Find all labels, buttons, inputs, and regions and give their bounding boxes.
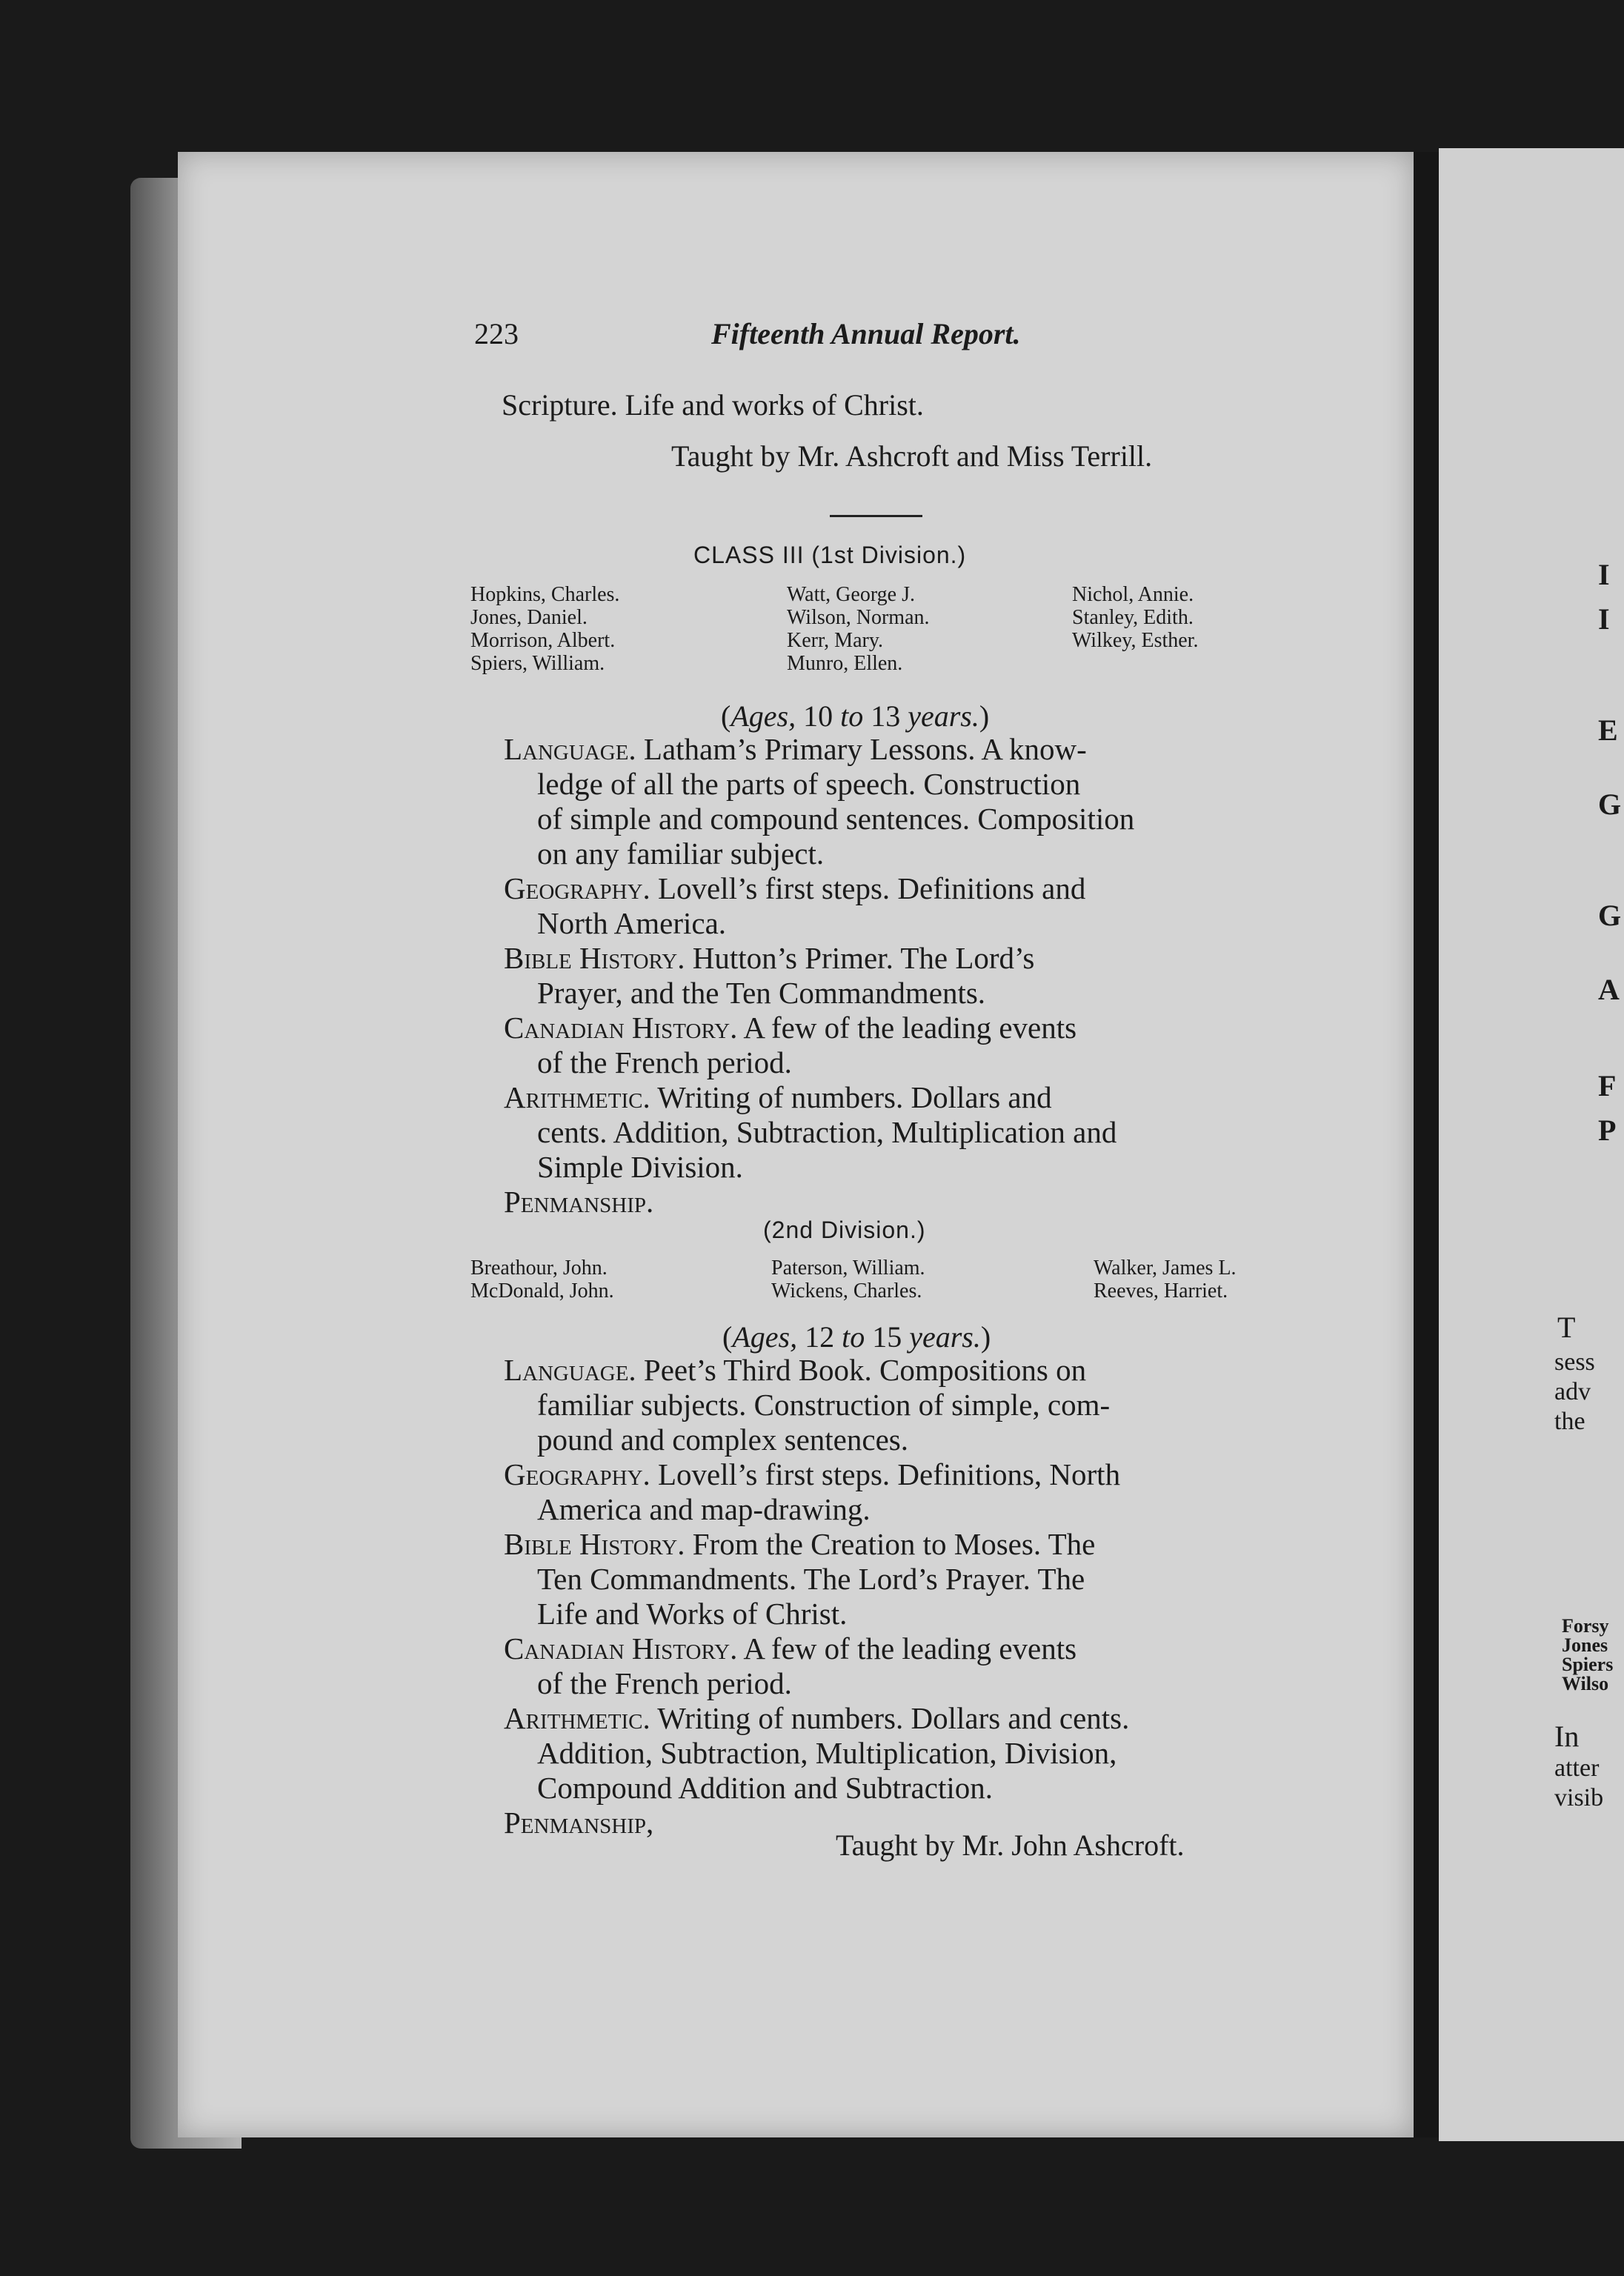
right-page-letter: E — [1598, 713, 1618, 747]
subject-entry: Canadian History. A few of the leading events — [504, 1011, 1077, 1045]
subject-continuation: America and map-drawing. — [537, 1492, 871, 1526]
right-page-fragment: In — [1554, 1720, 1580, 1753]
subject-heading: Geography. — [504, 1457, 650, 1491]
right-page-letter: G — [1598, 899, 1622, 932]
subject-entry: Geography. Lovell’s first steps. Definitions and — [504, 871, 1086, 905]
subject-heading: Bible History. — [504, 941, 685, 975]
class3-ages: (Ages, 10 to 13 years.) — [721, 699, 990, 733]
subject-continuation: Addition, Subtraction, Multiplication, Division, — [537, 1736, 1117, 1770]
subject-continuation: Ten Commandments. The Lord’s Prayer. The — [537, 1562, 1085, 1596]
subject-entry — [504, 1185, 1283, 1219]
student-name: Breathour, John. — [470, 1257, 608, 1280]
student-name: Watt, George J. — [787, 583, 915, 606]
division2-subjects — [504, 1353, 1283, 1840]
subject-continuation: on any familiar subject. — [537, 836, 825, 871]
student-name: Morrison, Albert. — [470, 629, 616, 652]
right-page-letter: F — [1598, 1069, 1617, 1102]
subject-continuation: North America. — [537, 906, 727, 940]
subject-entry: Language. Peet’s Third Book. Compositions on — [504, 1353, 1087, 1387]
right-page-fragment: sess — [1554, 1348, 1595, 1376]
subject-continuation: Life and Works of Christ. — [537, 1597, 848, 1631]
student-name: Munro, Ellen. — [787, 652, 903, 675]
right-page-fragment: visib — [1554, 1784, 1604, 1811]
class-title: CLASS III (1st Division.) — [693, 542, 967, 568]
subject-heading: Canadian History. — [504, 1011, 738, 1045]
division2-taught-by: Taught by Mr. John Ashcroft. — [836, 1829, 1185, 1862]
left-page — [178, 152, 1414, 2137]
subject-entry: Geography. Lovell’s first steps. Definitions, North — [504, 1457, 1121, 1491]
student-name: Reeves, Harriet. — [1094, 1280, 1228, 1302]
division2-ages: (Ages, 12 to 15 years.) — [722, 1320, 991, 1354]
subject-continuation: of the French period. — [537, 1045, 792, 1079]
right-page-letter: I — [1598, 558, 1610, 591]
subject-entry: Bible History. From the Creation to Moses. The — [504, 1527, 1096, 1561]
right-page-fragment: adv — [1554, 1378, 1591, 1405]
right-page-letter: G — [1598, 788, 1622, 821]
subject-continuation: Simple Division. — [537, 1150, 743, 1184]
subject-entry: Arithmetic. Writing of numbers. Dollars and cents. — [504, 1701, 1130, 1735]
student-name: Paterson, William. — [771, 1257, 925, 1280]
student-name: Jones, Daniel. — [470, 606, 588, 629]
right-page-fragment: T — [1557, 1311, 1576, 1344]
subject-entry: Language. Latham’s Primary Lessons. A know- — [504, 732, 1087, 766]
right-page-fragment: Forsy — [1562, 1615, 1609, 1637]
student-name: Wilson, Norman. — [787, 606, 930, 629]
student-name: Hopkins, Charles. — [470, 583, 620, 606]
student-name: Kerr, Mary. — [787, 629, 884, 652]
page-number: 223 — [474, 317, 519, 350]
class3-subjects — [504, 732, 1283, 1219]
subject-heading: Bible History. — [504, 1527, 685, 1561]
student-name: Wickens, Charles. — [771, 1280, 922, 1302]
subject-heading: Arithmetic. — [504, 1080, 650, 1114]
subject-heading: Penmanship. — [504, 1185, 654, 1219]
subject-continuation: cents. Addition, Subtraction, Multiplication and — [537, 1115, 1117, 1149]
subject-continuation: pound and complex sentences. — [537, 1422, 908, 1457]
subject-continuation: ledge of all the parts of speech. Construction — [537, 767, 1081, 801]
right-page-fragment: Wilso — [1562, 1673, 1609, 1694]
right-page-fragment: the — [1554, 1408, 1585, 1435]
subject-entry: Canadian History. A few of the leading events — [504, 1631, 1077, 1666]
subject-continuation: of simple and compound sentences. Composition — [537, 802, 1135, 836]
right-page-letter: I — [1598, 602, 1610, 636]
scripture-taught-by: Taught by Mr. Ashcroft and Miss Terrill. — [671, 439, 1153, 473]
subject-heading: Language. — [504, 732, 636, 766]
right-page-letter: A — [1598, 973, 1620, 1006]
student-name: Wilkey, Esther. — [1072, 629, 1199, 652]
subject-heading: Geography. — [504, 871, 650, 905]
section-divider — [830, 515, 922, 517]
running-title: Fifteenth Annual Report. — [711, 317, 1021, 350]
subject-heading: Penmanship, — [504, 1806, 654, 1840]
division2-title: (2nd Division.) — [763, 1217, 926, 1243]
subject-continuation: Prayer, and the Ten Commandments. — [537, 976, 986, 1010]
subject-heading: Canadian History. — [504, 1631, 738, 1666]
book-gutter — [1414, 152, 1439, 2137]
right-page-letter: P — [1598, 1114, 1617, 1147]
right-page-fragment: Spiers — [1562, 1654, 1614, 1675]
right-page-edge — [1439, 148, 1624, 2141]
subject-heading: Language. — [504, 1353, 636, 1387]
scripture-line: Scripture. Life and works of Christ. — [502, 388, 924, 422]
subject-heading: Arithmetic. — [504, 1701, 650, 1735]
right-page-fragment: Jones — [1562, 1634, 1608, 1656]
student-name: Stanley, Edith. — [1072, 606, 1194, 629]
subject-entry: Arithmetic. Writing of numbers. Dollars and — [504, 1080, 1052, 1114]
subject-continuation: familiar subjects. Construction of simple, com- — [537, 1388, 1111, 1422]
right-page-fragment: atter — [1554, 1754, 1600, 1782]
student-name: McDonald, John. — [470, 1280, 614, 1302]
student-name: Nichol, Annie. — [1072, 583, 1194, 606]
student-name: Walker, James L. — [1094, 1257, 1237, 1280]
student-name: Spiers, William. — [470, 652, 605, 675]
subject-continuation: Compound Addition and Subtraction. — [537, 1771, 993, 1805]
subject-continuation: of the French period. — [537, 1666, 792, 1700]
subject-entry: Bible History. Hutton’s Primer. The Lord’s — [504, 941, 1035, 975]
